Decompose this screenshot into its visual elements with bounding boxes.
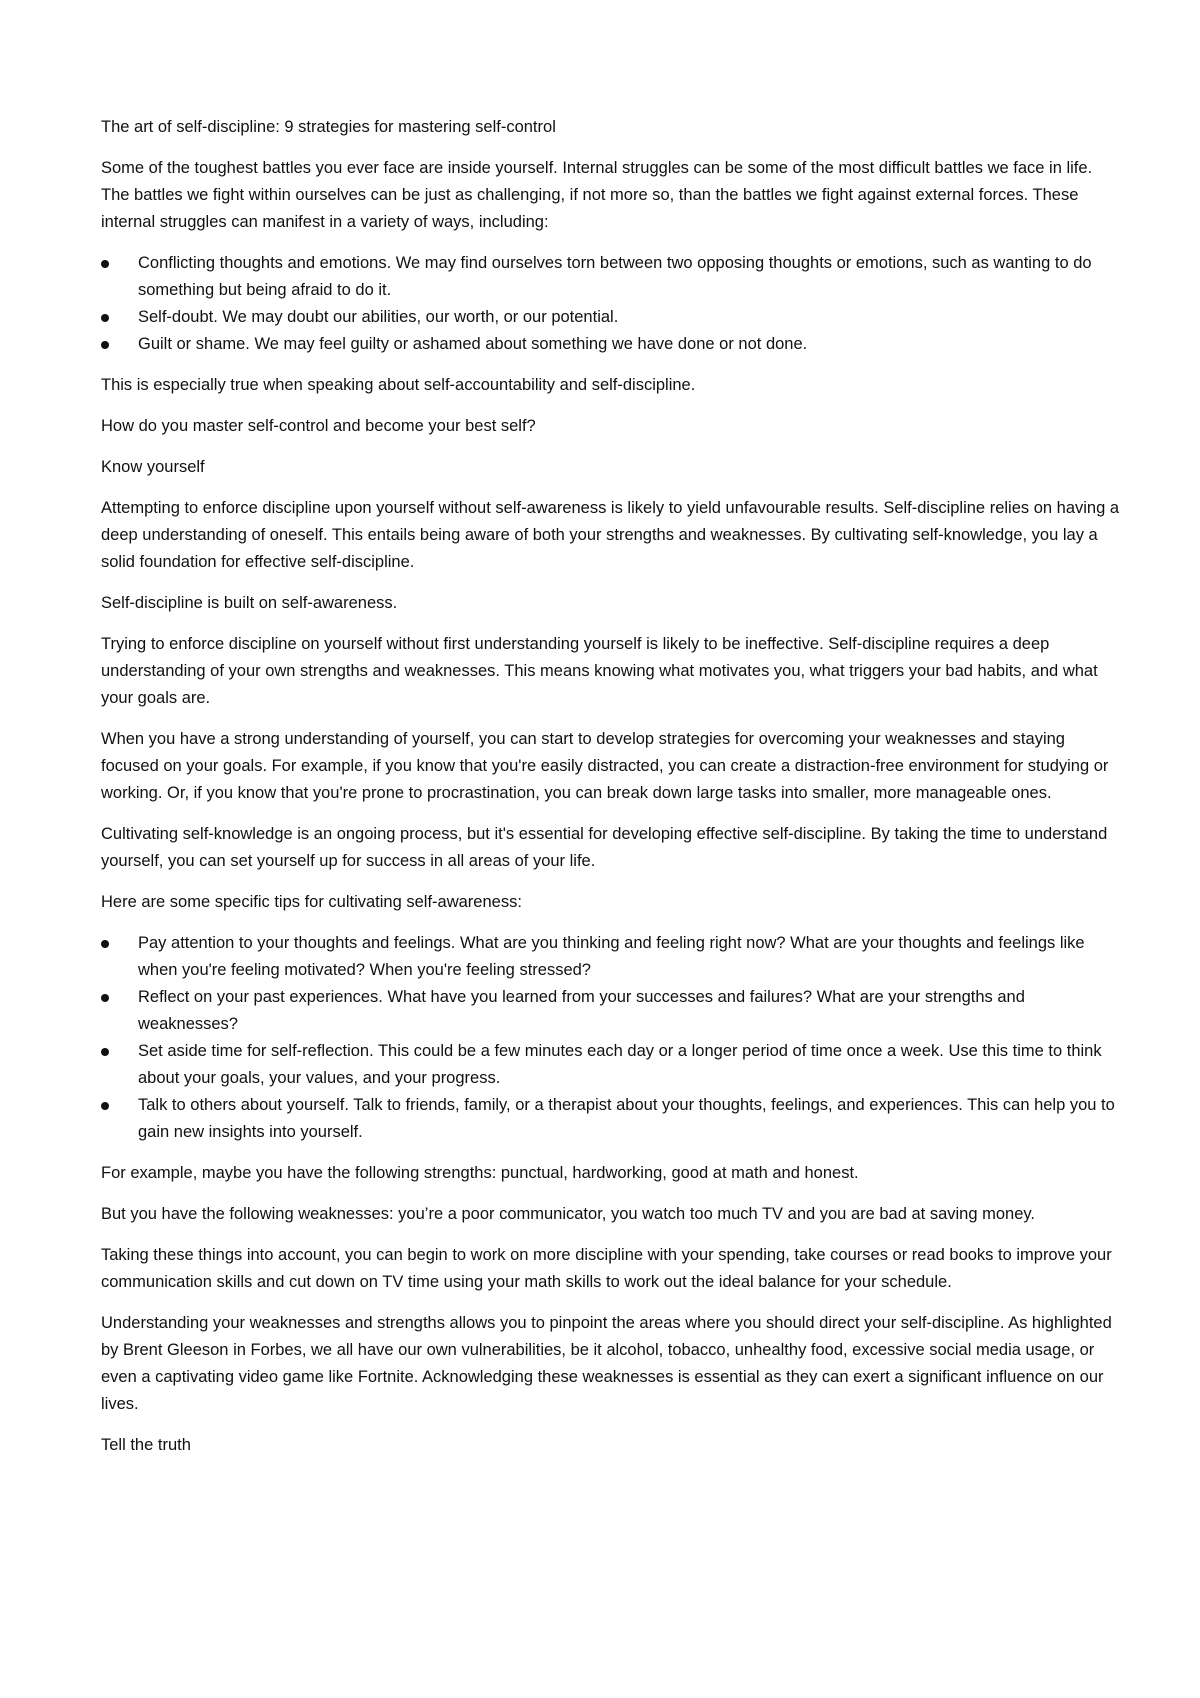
list-item-text: Pay attention to your thoughts and feelings. What are you thinking and feeling right now? What are your thoughts and feelings like when you're feeling motivated? When you're feeling stressed? [138, 934, 1085, 979]
section-heading-tell-the-truth: Tell the truth [101, 1436, 191, 1454]
list-item-text: Guilt or shame. We may feel guilty or ashamed about something we have done or not done. [138, 335, 808, 353]
list-item [101, 1092, 1120, 1146]
list-item-text: Talk to others about yourself. Talk to friends, family, or a therapist about your thoughts, feelings, and experiences. This can help you to gain new insights into yourself. [138, 1096, 1115, 1141]
list-item-text: Self-doubt. We may doubt our abilities, our worth, or our potential. [138, 308, 619, 326]
list-item [101, 304, 1120, 331]
bullet-icon [101, 314, 109, 322]
list-item [101, 984, 1120, 1038]
bullet-icon [101, 940, 109, 948]
bullet-icon [101, 1048, 109, 1056]
list-item [101, 1038, 1120, 1092]
list-item-text: Conflicting thoughts and emotions. We may find ourselves torn between two opposing thoughts or emotions, such as wanting to do something but being afraid to do it. [138, 254, 1092, 299]
bullet-icon [101, 1102, 109, 1110]
bullet-icon [101, 994, 109, 1002]
tips-intro-paragraph: Here are some specific tips for cultivating self-awareness: [101, 893, 522, 911]
list-item-text: Reflect on your past experiences. What have you learned from your successes and failures? What are your strengths and weaknesses? [138, 988, 1025, 1033]
list-item [101, 331, 1120, 358]
document-title: The art of self-discipline: 9 strategies for mastering self-control [101, 118, 556, 136]
bullet-icon [101, 260, 109, 268]
question-paragraph: How do you master self-control and become your best self? [101, 417, 536, 435]
list-item-text: Set aside time for self-reflection. This could be a few minutes each day or a longer period of time once a week. Use this time to think about your goals, your values, and your progress. [138, 1042, 1102, 1087]
struggles-list [101, 250, 1120, 358]
especially-paragraph: This is especially true when speaking about self-accountability and self-discipline. [101, 376, 696, 394]
list-item [101, 930, 1120, 984]
know-paragraph-5: Cultivating self-knowledge is an ongoing process, but it's essential for developing effective self-discipline. By taking the time to understand yourself, you can set yourself up for success in all areas of your life. [101, 825, 1108, 870]
understanding-paragraph: Understanding your weaknesses and strengths allows you to pinpoint the areas where you should direct your self-discipline. As highlighted by Brent Gleeson in Forbes, we all have our own vulnerabilities, be it alcohol, tobacco, unhealthy food, excessive social media usage, or even a captivating video game like Fortnite. Acknowledging these weaknesses is essential as they can exert a significant influence on our lives. [101, 1314, 1112, 1413]
know-paragraph-3: Trying to enforce discipline on yourself without first understanding yourself is likely to be ineffective. Self-discipline requires a deep understanding of your own strengths and weaknesses. This means knowing what motivates you, what triggers your bad habits, and what your goals are. [101, 635, 1098, 707]
know-paragraph-4: When you have a strong understanding of yourself, you can start to develop strategies for overcoming your weaknesses and staying focused on your goals. For example, if you know that you're easily distracted, you can create a distraction-free environment for studying or working. Or, if you know that you're prone to procrastination, you can break down large tasks into smaller, more manageable ones. [101, 730, 1109, 802]
section-heading-know-yourself: Know yourself [101, 458, 205, 476]
know-paragraph-2: Self-discipline is built on self-awareness. [101, 594, 398, 612]
list-item [101, 250, 1120, 304]
intro-paragraph: Some of the toughest battles you ever face are inside yourself. Internal struggles can be some of the most difficult battles we face in life. The battles we fight within ourselves can be just as challenging, if not more so, than the battles we fight against external forces. These internal struggles can manifest in a variety of ways, including: [101, 159, 1093, 231]
bullet-icon [101, 341, 109, 349]
weaknesses-paragraph: But you have the following weaknesses: you’re a poor communicator, you watch too much TV and you are bad at saving money. [101, 1205, 1035, 1223]
tips-list [101, 930, 1120, 1146]
taking-paragraph: Taking these things into account, you can begin to work on more discipline with your spending, take courses or read books to improve your communication skills and cut down on TV time using your math skills to work out the ideal balance for your schedule. [101, 1246, 1112, 1291]
know-paragraph-1: Attempting to enforce discipline upon yourself without self-awareness is likely to yield unfavourable results. Self-discipline relies on having a deep understanding of oneself. This entails being aware of both your strengths and weaknesses. By cultivating self-knowledge, you lay a solid foundation for effective self-discipline. [101, 499, 1120, 571]
strengths-paragraph: For example, maybe you have the following strengths: punctual, hardworking, good at math and honest. [101, 1164, 859, 1182]
